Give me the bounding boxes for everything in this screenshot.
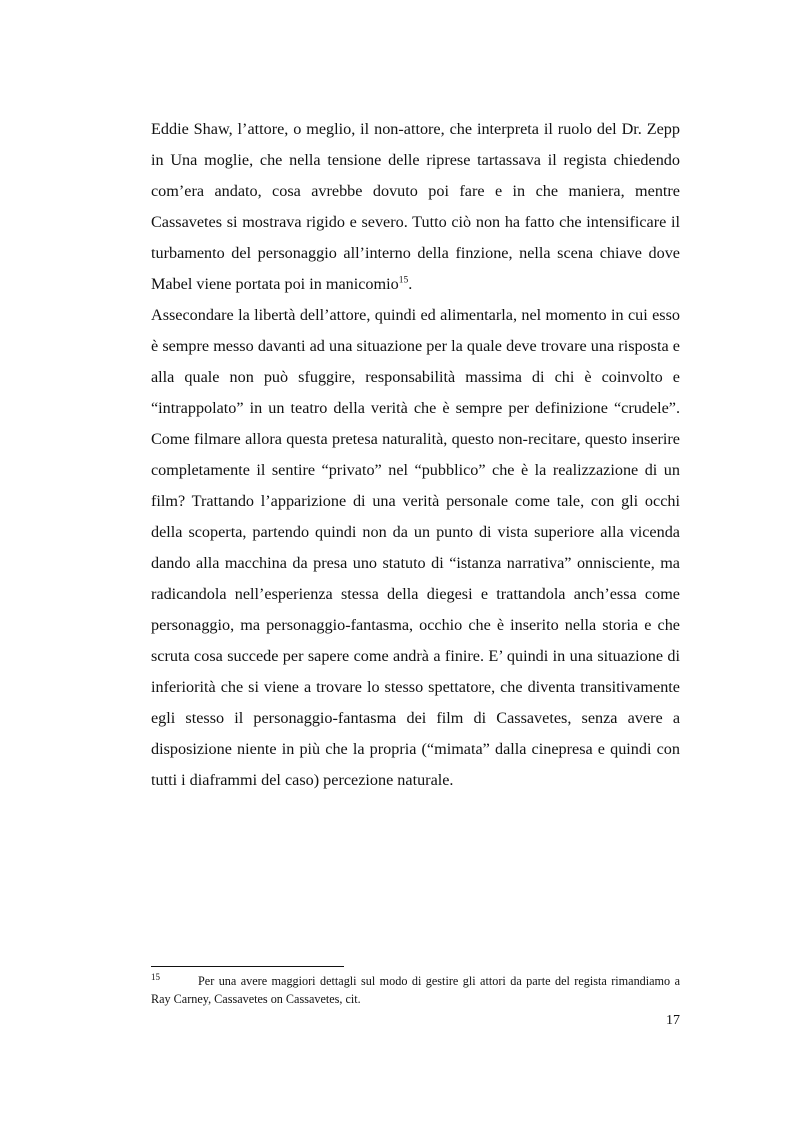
footnote-number: 15 (151, 971, 160, 982)
paragraph-2-text: Assecondare la libertà dell’attore, quindi ed alimentarla, nel momento in cui esso è sempre messo davanti ad una situazione per la quale deve trovare una risposta e alla quale non può sfuggire, responsabilità massima di chi è coinvolto e “intrappolato” in un teatro della verità che è sempre per definizione “crudele”. Come filmare allora questa pretesa naturalità, questo non-recitare, questo inserire completamente il sentire “privato” nel “pubblico” che è la realizzazione di un film? Trattando l’apparizione di una verità personale come tale, con gli occhi della scoperta, partendo quindi non da un punto di vista superiore alla vicenda dando alla macchina da presa uno statuto di “istanza narrativa” onnisciente, ma radicandola nell’esperienza stessa della diegesi e trattandola anch’essa come personaggio, ma personaggio-fantasma, occhio che è inserito nella storia e che scruta cosa succede per sapere come andrà a finire. E’ quindi in una situazione di inferiorità che si viene a trovare lo stesso spettatore, che diventa transitivamente egli stesso il personaggio-fantasma dei film di Cassavetes, senza avere a disposizione niente in più che la propria (“mimata” dalla cinepresa e quindi con tutti i diaframmi del caso) percezione naturale. (151, 306, 680, 789)
footnote-text: Per una avere maggiori dettagli sul modo di gestire gli attori da parte del regista rimandiamo a Ray Carney, Cassavetes on Cassavetes, cit. (151, 974, 680, 1006)
footnote-reference[interactable]: 15 (398, 275, 409, 286)
paragraph-2 (151, 300, 680, 796)
footnote-separator (151, 966, 344, 967)
footnote (151, 972, 680, 1008)
paragraph-1-tail: . (408, 275, 413, 293)
paragraph-1 (151, 114, 680, 300)
paragraph-1-text: Eddie Shaw, l’attore, o meglio, il non-attore, che interpreta il ruolo del Dr. Zepp in Una moglie, che nella tensione delle riprese tartassava il regista chiedendo com’era andato, cosa avrebbe dovuto poi fare e in che maniera, mentre Cassavetes si mostrava rigido e severo. Tutto ciò non ha fatto che intensificare il turbamento del personaggio all’interno della finzione, nella scena chiave dove Mabel viene portata poi in manicomio (151, 120, 680, 293)
body-text (151, 114, 680, 796)
page-number: 17 (666, 1013, 680, 1028)
